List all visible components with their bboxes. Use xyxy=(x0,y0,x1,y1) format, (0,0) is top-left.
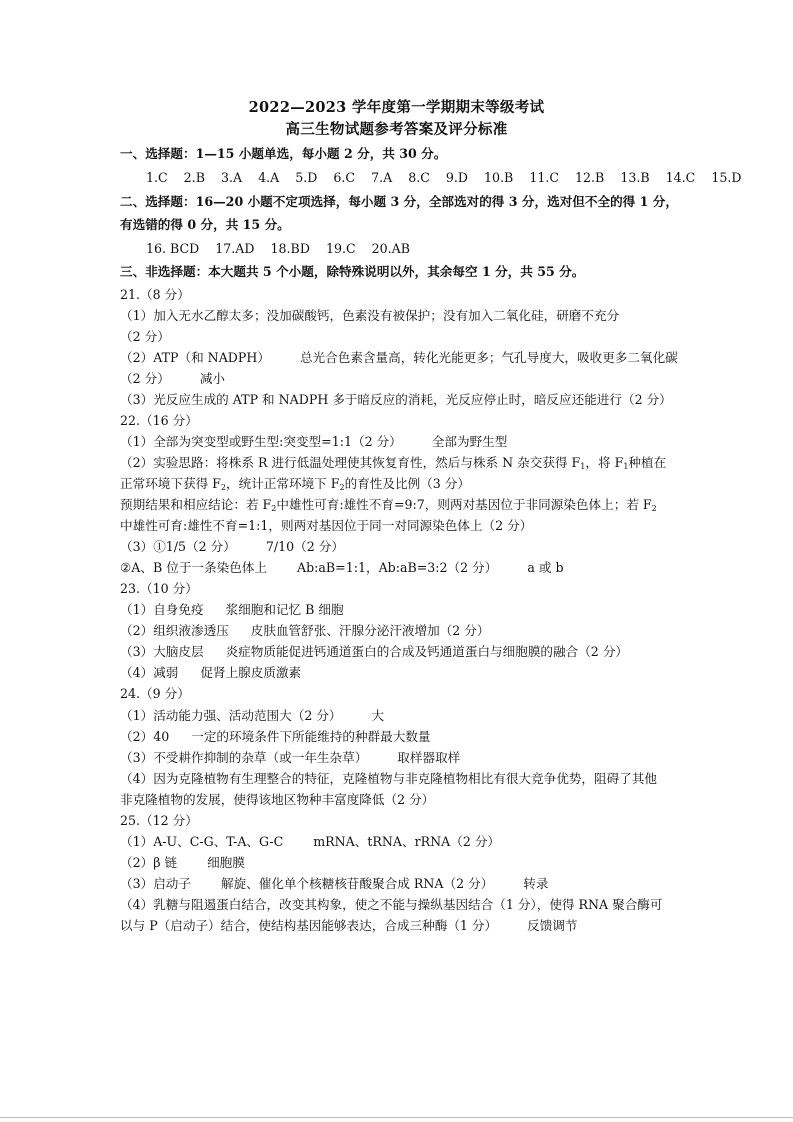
q23-line2 xyxy=(120,623,489,639)
mcq-answer: 5.D xyxy=(295,170,318,185)
section2-answers xyxy=(146,241,422,257)
mcq-answer: 8.C xyxy=(408,170,430,185)
answer-text: 减小 xyxy=(199,371,225,386)
q23-line1 xyxy=(120,602,344,618)
answer-text: ②A、B 位于一条染色体上 xyxy=(120,560,267,575)
q22-head: 22.（16 分） xyxy=(120,413,198,428)
mcq-answer: 2.B xyxy=(183,170,205,185)
answer-text: 转录 xyxy=(523,876,549,891)
q24-line3 xyxy=(120,750,460,766)
answer-text: 促肾上腺皮质激素 xyxy=(200,665,302,680)
page-bottom-divider xyxy=(0,1117,793,1118)
answer-text: （2）实验思路：将株系 R 进行低温处理使其恢复育性，然后与株系 N 杂交获得 F xyxy=(120,455,581,470)
answer-text: 以与 P（启动子）结合，使结构基因能够表达，合成三种酶（1 分） xyxy=(120,918,498,933)
mcq-answer: 10.B xyxy=(484,170,514,185)
section3-heading: 三、非选择题：本大题共 5 个小题，除特殊说明以外，其余每空 1 分，共 55 分。 xyxy=(120,264,585,279)
q25-line4: （4）乳糖与阻遏蛋白结合，改变其构象，使之不能与操纵基因结合（1 分），使得 RNA 聚合酶可 xyxy=(120,897,663,912)
answer-text: （2 分） xyxy=(120,371,170,386)
answer-text: （4）减弱 xyxy=(120,665,179,680)
subscript: 1 xyxy=(623,462,629,471)
mcq-answer: 15.D xyxy=(711,170,742,185)
q22-line4 xyxy=(120,497,657,517)
answer-text: 皮肤血管舒张、汗腺分泌汗液增加（2 分） xyxy=(250,623,490,638)
mcq-answer: 3.A xyxy=(220,170,243,185)
section1-heading: 一、选择题：1—15 小题单选，每小题 2 分，共 30 分。 xyxy=(120,146,447,161)
mcq-answer: 19.C xyxy=(325,241,356,256)
subscript: 2 xyxy=(220,483,226,492)
answer-text: 的育性及比例（3 分） xyxy=(344,476,470,491)
answer-text: （3）大脑皮层 xyxy=(120,644,204,659)
q25-line2 xyxy=(120,855,245,871)
q25-line1 xyxy=(120,834,500,850)
answer-text: ，将 F xyxy=(585,455,624,470)
q22-line6 xyxy=(120,539,344,555)
answer-text: 7/10（2 分） xyxy=(265,539,344,554)
q22-line7 xyxy=(120,560,564,576)
subscript: 2 xyxy=(651,504,657,513)
q25-line3 xyxy=(120,876,548,892)
mcq-answer: 12.B xyxy=(575,170,605,185)
answer-text: （1）A-U、C-G、T-A、G-C xyxy=(120,834,284,849)
mcq-answer: 18.BD xyxy=(270,241,310,256)
answer-text: 种植在 xyxy=(628,455,667,470)
q24-head: 24.（9 分） xyxy=(120,686,190,701)
answer-text: 解旋、催化单个核糖核苷酸聚合成 RNA（2 分） xyxy=(220,876,494,891)
mcq-answer: 11.C xyxy=(529,170,559,185)
document-title-line2: 高三生物试题参考答案及评分标准 xyxy=(285,121,508,138)
mcq-answer: 4.A xyxy=(258,170,280,185)
q21-line2: （2 分） xyxy=(120,329,170,344)
q23-line4 xyxy=(120,665,301,681)
answer-text: 取样器取样 xyxy=(397,750,461,765)
answer-text: 大 xyxy=(371,708,385,723)
answer-text: 全部为野生型 xyxy=(431,434,508,449)
q24-line1 xyxy=(120,708,384,724)
q25-head: 25.（12 分） xyxy=(120,813,198,828)
answer-text: 一定的环境条件下所能维持的种群最大数量 xyxy=(191,729,431,744)
mcq-answer: 13.B xyxy=(620,170,650,185)
q21-line5: （3）光反应生成的 ATP 和 NADPH 多于暗反应的消耗，光反应停止时，暗反应还能进行（2 分） xyxy=(120,392,672,407)
answer-text: （3）①1/5（2 分） xyxy=(120,539,236,554)
mcq-answer: 6.C xyxy=(333,170,356,185)
answer-text: a 或 b xyxy=(527,560,564,575)
mcq-answer: 20.AB xyxy=(371,241,411,256)
mcq-answer: 16. BCD xyxy=(146,241,200,256)
section1-answers xyxy=(146,170,741,186)
answer-text: （1）自身免疫 xyxy=(120,602,204,617)
answer-text: （1）活动能力强、活动范围大（2 分） xyxy=(120,708,342,723)
answer-text: （2）组织液渗透压 xyxy=(120,623,229,638)
q23-line3 xyxy=(120,644,628,660)
mcq-answer: 14.C xyxy=(665,170,696,185)
answer-text: （2）β 链 xyxy=(120,855,178,870)
answer-text: 反馈调节 xyxy=(527,918,578,933)
answer-text: ，统计正常环境下 F xyxy=(226,476,340,491)
mcq-answer: 9.D xyxy=(445,170,468,185)
answer-text: （3）不受耕作抑制的杂草（或一年生杂草） xyxy=(120,750,368,765)
q23-head: 23.（10 分） xyxy=(120,581,198,596)
subscript: 2 xyxy=(339,483,345,492)
q21-line1: （1）加入无水乙醇太多；没加碳酸钙，色素没有被保护；没有加入二氧化硅，研磨不充分 xyxy=(120,308,620,323)
mcq-answer: 1.C xyxy=(146,170,168,185)
q24-line4: （4）因为克隆植物有生理整合的特征，克隆植物与非克隆植物相比有很大竞争优势，阻碍了其他 xyxy=(120,771,657,786)
subscript: 2 xyxy=(271,504,277,513)
answer-text: Ab:aB=1:1，Ab:aB=3:2（2 分） xyxy=(297,560,498,575)
q22-line1 xyxy=(120,434,507,450)
answer-text: 细胞膜 xyxy=(207,855,245,870)
q21-line4 xyxy=(120,371,225,387)
q24-line2 xyxy=(120,729,431,745)
q24-line5: 非克隆植物的发展，使得该地区物种丰富度降低（2 分） xyxy=(120,792,435,807)
subscript: 1 xyxy=(580,462,586,471)
answer-text: （3）启动子 xyxy=(120,876,191,891)
q22-line2 xyxy=(120,455,666,475)
answer-text: （1）全部为突变型或野生型:突变型=1:1（2 分） xyxy=(120,434,402,449)
mcq-answer: 17.AD xyxy=(215,241,255,256)
answer-text: （2）ATP（和 NADPH） xyxy=(120,350,270,365)
answer-text: 正常环境下获得 F xyxy=(120,476,221,491)
q21-line3 xyxy=(120,350,678,366)
mcq-answer: 7.A xyxy=(371,170,393,185)
answer-text: 预期结果和相应结论：若 F xyxy=(120,497,272,512)
answer-text: 总光合色素含量高，转化光能更多；气孔导度大，吸收更多二氧化碳 xyxy=(299,350,678,365)
document-title-line1: 2022—2023 学年度第一学期期末等级考试 xyxy=(248,99,545,116)
section2-heading-b: 有选错的得 0 分，共 15 分。 xyxy=(120,217,290,232)
q22-line5: 中雄性可育:雄性不育=1:1，则两对基因位于同一对同源染色体上（2 分） xyxy=(120,518,533,533)
q25-line5 xyxy=(120,918,578,934)
section2-heading-a: 二、选择题：16—20 小题不定项选择，每小题 3 分，全部选对的得 3 分，选对但不全的得 1 分， xyxy=(120,194,678,209)
q21-head: 21.（8 分） xyxy=(120,287,190,302)
answer-text: 炎症物质能促进钙通道蛋白的合成及钙通道蛋白与细胞膜的融合（2 分） xyxy=(225,644,629,659)
answer-text: 中雄性可育:雄性不育=9:7，则两对基因位于非同源染色体上；若 F xyxy=(276,497,652,512)
answer-text: 浆细胞和记忆 B 细胞 xyxy=(225,602,344,617)
answer-text: mRNA、tRNA、rRNA（2 分） xyxy=(313,834,501,849)
q22-line3 xyxy=(120,476,470,496)
answer-text: （2）40 xyxy=(120,729,170,744)
